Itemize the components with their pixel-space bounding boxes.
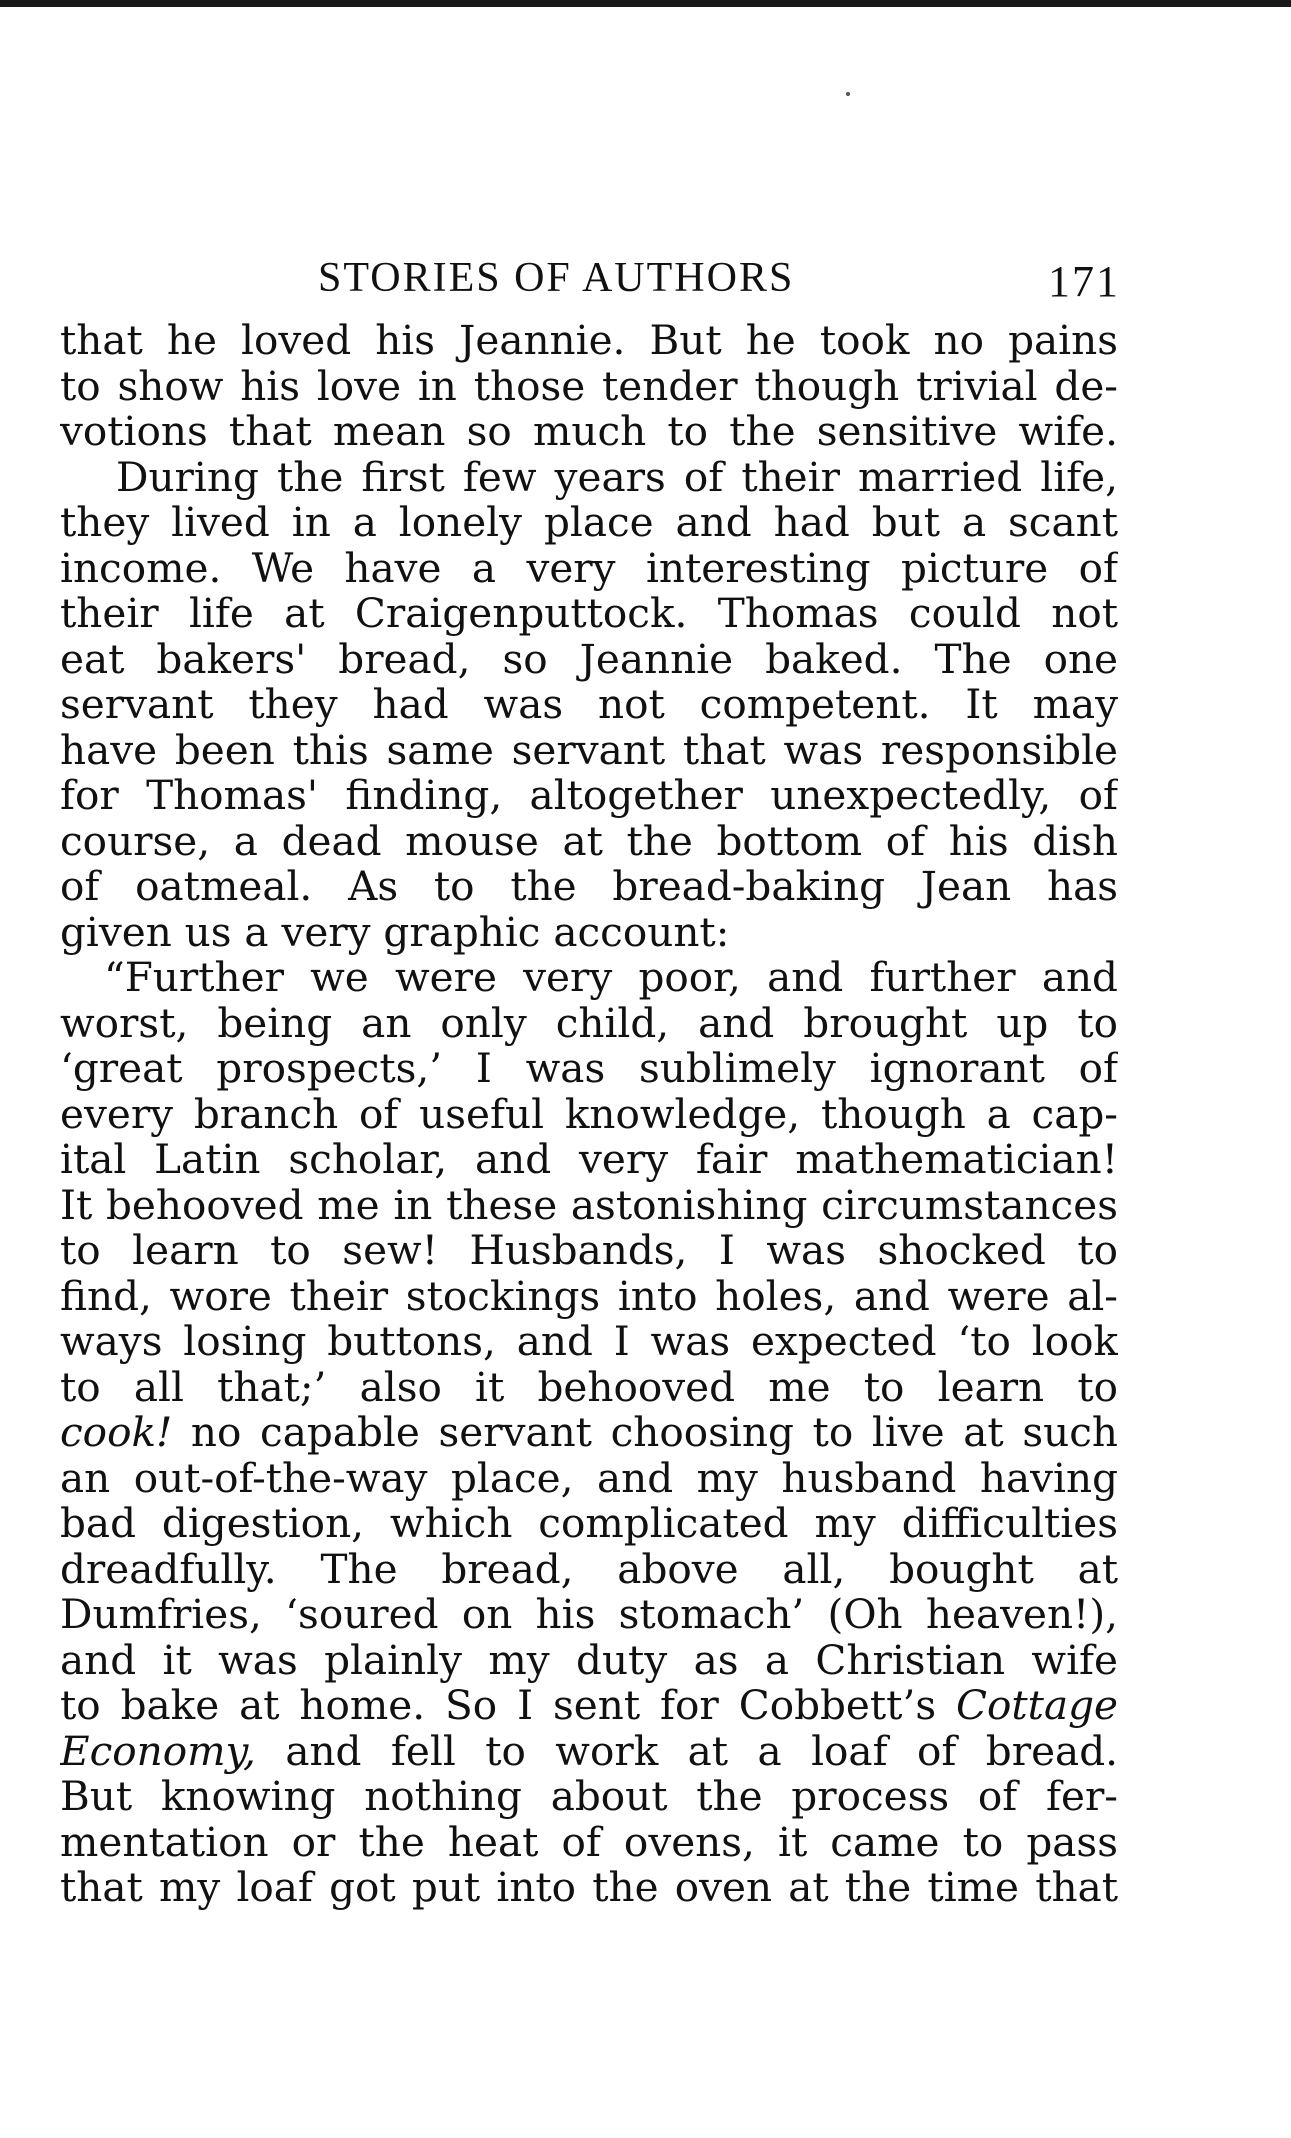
text-line: course, a dead mouse at the bottom of his dish <box>60 818 1118 864</box>
italic-word: Cottage <box>956 1683 1118 1729</box>
text-line: ways losing buttons, and I was expected ‘to look <box>60 1319 1118 1365</box>
text-line: every branch of useful knowledge, though a cap- <box>60 1091 1118 1137</box>
text-line: servant they had was not competent. It may <box>60 682 1118 728</box>
text-line: and it was plainly my duty as a Christian wife <box>60 1637 1118 1683</box>
text-line: to all that;’ also it behooved me to learn to <box>60 1364 1118 1410</box>
text-line: they lived in a lonely place and had but a scant <box>60 500 1118 546</box>
text-line: ital Latin scholar, and very fair mathematician! <box>60 1137 1118 1183</box>
text-line: of oatmeal. As to the bread-baking Jean has <box>60 864 1118 910</box>
text-line: that he loved his Jeannie. But he took no pains <box>60 318 1118 364</box>
paper-speck <box>846 92 850 96</box>
text-line: votions that mean so much to the sensitive wife. <box>60 409 1118 455</box>
text-line: “Further we were very poor, and further and <box>104 955 1118 1001</box>
text-line: income. We have a very interesting picture of <box>60 545 1118 591</box>
text-line: During the first few years of their married life, <box>116 454 1118 500</box>
text-line: bad digestion, which complicated my difficulties <box>60 1501 1118 1547</box>
page-header <box>62 248 1120 308</box>
text-line: to bake at home. So I sent for Cobbett’s Cottage <box>60 1683 1118 1729</box>
text-line: eat bakers' bread, so Jeannie baked. The one <box>60 636 1118 682</box>
text-line: It behooved me in these astonishing circumstances <box>60 1182 1118 1228</box>
text-line: to learn to sew! Husbands, I was shocked to <box>60 1228 1118 1274</box>
text-line: for Thomas' finding, altogether unexpectedly, of <box>60 773 1118 819</box>
text-line: Economy, and fell to work at a loaf of bread. <box>60 1728 1118 1774</box>
text-line: given us a very graphic account: <box>60 909 730 955</box>
body-text <box>60 318 1118 1911</box>
text-line: that my loaf got put into the oven at the time that <box>60 1865 1118 1911</box>
text-line: ‘great prospects,’ I was sublimely ignorant of <box>60 1046 1118 1092</box>
running-head: STORIES OF AUTHORS <box>318 255 795 301</box>
text-line: their life at Craigenputtock. Thomas could not <box>60 591 1118 637</box>
text-line: But knowing nothing about the process of fer- <box>60 1774 1118 1820</box>
text-line: mentation or the heat of ovens, it came to pass <box>60 1819 1118 1865</box>
text-line: Dumfries, ‘soured on his stomach’ (Oh heaven!), <box>60 1592 1118 1638</box>
text-line: dreadfully. The bread, above all, bought at <box>60 1546 1118 1592</box>
text-line: worst, being an only child, and brought up to <box>60 1000 1118 1046</box>
text-line: find, wore their stockings into holes, and were al- <box>60 1273 1118 1319</box>
text-line: to show his love in those tender though trivial de- <box>60 363 1118 409</box>
italic-word: Economy, <box>60 1728 256 1774</box>
top-border-rule <box>0 0 1291 7</box>
text-line: have been this same servant that was responsible <box>60 727 1118 773</box>
text-line: an out-of-the-way place, and my husband having <box>60 1455 1118 1501</box>
italic-word: cook! <box>60 1410 173 1456</box>
text-line: cook! no capable servant choosing to live at such <box>60 1410 1118 1456</box>
page-number: 171 <box>1048 257 1120 306</box>
